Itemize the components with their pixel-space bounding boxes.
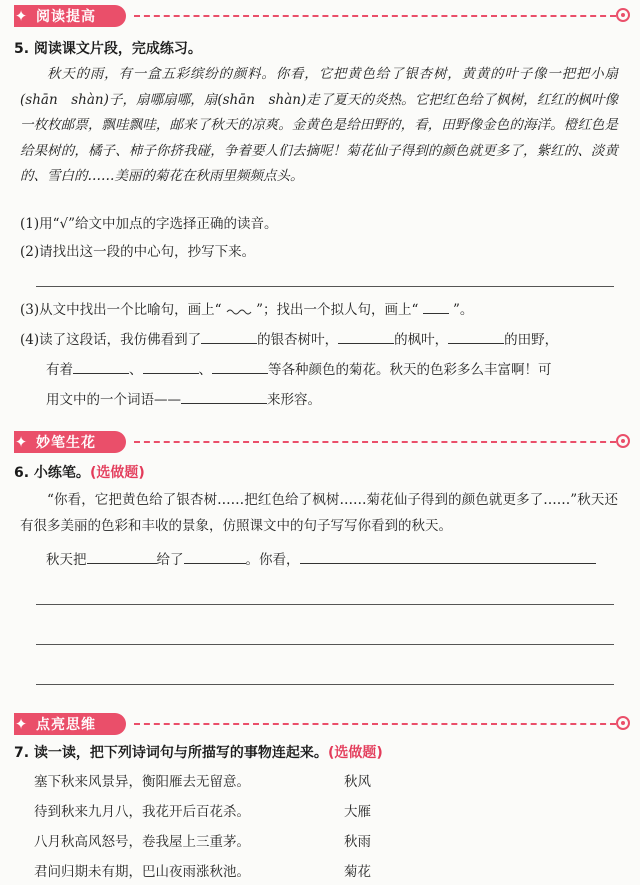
poem-line[interactable]: 待到秋来九月八，我花开后百花杀。 [34, 804, 250, 820]
q5-sub3-text-b: ”；找出一个拟人句，画上“ [256, 302, 419, 318]
q5-sub4-line1 [20, 328, 558, 348]
answer-line[interactable] [36, 684, 614, 685]
section-title: 点亮思维 [36, 717, 96, 733]
dashed-divider [134, 723, 616, 725]
q6-writing-start [46, 548, 596, 568]
fill-blank[interactable] [184, 549, 246, 564]
q6-text: 秋天把 [46, 552, 87, 568]
question-5-title: 5. 阅读课文片段，完成练习。 [14, 41, 202, 57]
answer-line[interactable] [36, 604, 614, 605]
fill-blank[interactable] [201, 329, 257, 344]
q6-text: 给了 [156, 552, 184, 568]
star-icon: ✦ [14, 433, 28, 451]
fill-blank[interactable] [181, 389, 267, 404]
q5-sub2: (2)请找出这一段的中心句，抄写下来。 [20, 244, 256, 260]
section-tag [14, 5, 126, 27]
answer-line[interactable] [36, 286, 614, 287]
poem-line[interactable]: 塞下秋来风景异，衡阳雁去无留意。 [34, 774, 250, 790]
q5-sub3-text-c: ”。 [453, 302, 474, 318]
star-icon: ✦ [14, 7, 28, 25]
circle-end-icon [616, 434, 630, 448]
fill-blank[interactable] [73, 359, 129, 374]
optional-tag: (选做题) [89, 465, 145, 481]
section-header-reading [0, 4, 640, 28]
q5-sub4-text: 有着 [46, 362, 73, 378]
q5-sub4-text: 用文中的一个词语—— [46, 392, 181, 408]
q5-sub3-text-a: (3)从文中找出一个比喻句，画上“ [20, 302, 222, 318]
section-title: 妙笔生花 [36, 435, 96, 451]
section-header-thinking [0, 712, 640, 736]
section-title: 阅读提高 [36, 9, 96, 25]
q5-sub4-text: 的银杏树叶， [257, 332, 339, 348]
dashed-divider [134, 441, 616, 443]
question-6-label: 6. 小练笔。 [14, 465, 90, 481]
answer-line[interactable] [36, 644, 614, 645]
fill-blank[interactable] [338, 329, 394, 344]
section-tag [14, 431, 126, 453]
match-option[interactable]: 秋风 [344, 774, 371, 790]
q6-intro: “你看，它把黄色给了银杏树……把红色给了枫树……菊花仙子得到的颜色就更多了……”秋天还有很多美丽的色彩和丰收的景象，仿照课文中的句子写写你看到的秋天。 [20, 492, 618, 534]
q5-sub4-text: 的田野， [504, 332, 559, 348]
section-header-writing [0, 430, 640, 454]
question-7-title [14, 742, 383, 762]
match-option[interactable]: 秋雨 [344, 834, 371, 850]
fill-blank[interactable] [212, 359, 268, 374]
optional-tag: (选做题) [327, 745, 383, 761]
q5-sub4-text: 等各种颜色的菊花。秋天的色彩多么丰富啊！可 [268, 362, 552, 378]
q5-sub3 [20, 298, 473, 318]
match-option[interactable]: 大雁 [344, 804, 371, 820]
wavy-line-icon [226, 306, 252, 316]
section-tag [14, 713, 126, 735]
question-6-title [14, 462, 145, 482]
match-option[interactable]: 菊花 [344, 864, 371, 880]
circle-end-icon [616, 8, 630, 22]
q5-sub4-text: 、 [198, 362, 212, 378]
star-icon: ✦ [14, 715, 28, 733]
q5-sub4-text: 的枫叶， [394, 332, 449, 348]
fill-blank[interactable] [87, 549, 157, 564]
straight-line-mark [423, 299, 449, 314]
poem-line[interactable]: 君问归期未有期，巴山夜雨涨秋池。 [34, 864, 250, 880]
question-7-label: 7. 读一读，把下列诗词句与所描写的事物连起来。 [14, 745, 328, 761]
q5-sub4-text: (4)读了这段话，我仿佛看到了 [20, 332, 202, 348]
dashed-divider [134, 15, 616, 17]
q5-sub1: (1)用“√”给文中加点的字选择正确的读音。 [20, 216, 278, 232]
circle-end-icon [616, 716, 630, 730]
passage-text: 秋天的雨，有一盒五彩缤纷的颜料。你看，它把黄色给了银杏树，黄黄的叶子像一把把小扇(shān shàn)子，扇哪扇哪，扇(shān shàn)走了夏天的炎热。它把红色给了枫树，红红的枫叶像一枚枚邮票，飘哇飘哇，邮来了秋天的凉爽。金黄色是给田野的，看，田野像金色的海洋。橙红色是给果树的，橘子、柿子你挤我碰，争着要人们去摘呢！菊花仙子得到的颜色就更多了，紫红的、淡黄的、雪白的……美丽的菊花在秋雨里频频点头。 [20, 66, 618, 184]
q5-sub4-text: 来形容。 [267, 392, 321, 408]
fill-blank[interactable] [143, 359, 199, 374]
q5-sub4-line2 [46, 358, 552, 378]
fill-blank[interactable] [300, 549, 596, 564]
fill-blank[interactable] [448, 329, 504, 344]
q5-sub4-text: 、 [129, 362, 143, 378]
q5-sub4-line3 [46, 388, 321, 408]
poem-line[interactable]: 八月秋高风怒号，卷我屋上三重茅。 [34, 834, 250, 850]
q6-text: 。你看， [245, 552, 300, 568]
